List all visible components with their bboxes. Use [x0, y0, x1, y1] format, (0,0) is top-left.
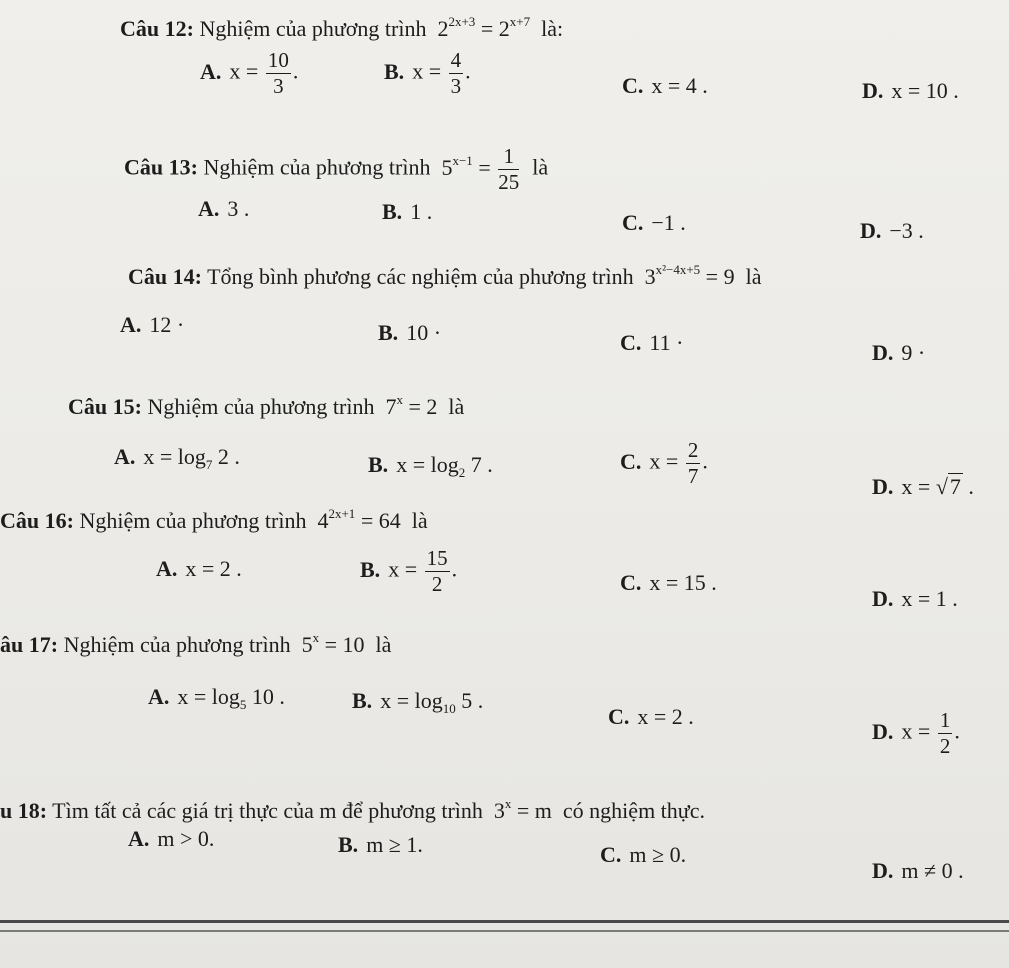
fraction: $\frac{2}{7}$: [687, 438, 699, 488]
option-c[interactable]: C. 11 ·: [620, 330, 684, 355]
question-label: Câu 16:: [0, 508, 74, 533]
question-label: Câu 12:: [120, 16, 194, 41]
question-13: [124, 146, 548, 193]
option-d[interactable]: D. −3 .: [860, 218, 924, 243]
question-16: [0, 506, 428, 534]
question-stem: Nghiệm của phương trình: [199, 16, 427, 41]
option-a[interactable]: A. 12 ·: [120, 312, 185, 337]
question-label: u 18:: [0, 798, 48, 823]
option-a[interactable]: A. m > 0.: [128, 826, 215, 851]
option-d[interactable]: D. x = √7 .: [872, 474, 974, 499]
option-a[interactable]: A. $x = \log_5 10$ .: [148, 684, 285, 712]
question-stem-end: là: [745, 264, 762, 289]
fraction: $\frac{1}{2}$: [939, 708, 951, 758]
question-stem: Nghiệm của phương trình: [79, 508, 307, 533]
question-stem-end: có nghiệm thực.: [562, 798, 705, 823]
option-d[interactable]: D. x = 1 .: [872, 586, 958, 611]
question-stem: Nghiệm của phương trình: [147, 394, 375, 419]
option-d[interactable]: D. 9 ·: [872, 340, 926, 365]
question-stem-end: là: [375, 632, 392, 657]
question-stem-end: là: [411, 508, 428, 533]
fraction: $\frac{10}{3}$: [267, 48, 289, 98]
equation: 5$^x$ = 10: [301, 630, 365, 657]
option-c[interactable]: C. m ≥ 0.: [600, 842, 687, 867]
option-d[interactable]: D. m ≠ 0 .: [872, 858, 964, 883]
question-stem-end: là: [448, 394, 465, 419]
option-b[interactable]: B. x = $\frac{4}{3}$ .: [384, 48, 471, 98]
question-stem: Tìm tất cả các giá trị thực của m để phương trình: [52, 798, 483, 823]
option-b[interactable]: B. 1 .: [382, 199, 433, 224]
equation: 7$^x$ = 2: [385, 392, 438, 419]
page-bottom-rule: [0, 920, 1009, 923]
option-c[interactable]: C. −1 .: [622, 210, 686, 235]
question-14: [128, 262, 761, 290]
option-b[interactable]: B. m ≥ 1.: [338, 832, 423, 857]
option-b[interactable]: B. $x = \log_{10} 5$ .: [352, 688, 484, 716]
option-b[interactable]: B. 10 ·: [378, 320, 442, 345]
option-d[interactable]: D. x = $\frac{1}{2}$ .: [872, 708, 960, 758]
option-a[interactable]: A. x = 2 .: [156, 556, 242, 581]
question-stem-end: là:: [541, 16, 564, 41]
page-bottom-rule-secondary: [0, 930, 1009, 932]
option-d[interactable]: D. x = 10 .: [862, 78, 959, 103]
question-label: Câu 14:: [128, 264, 202, 289]
option-a[interactable]: A. 3 .: [198, 196, 250, 221]
question-stem: Tổng bình phương các nghiệm của phương trình: [207, 264, 634, 289]
question-label: âu 17:: [0, 632, 59, 657]
question-17: [0, 630, 391, 658]
question-stem: Nghiệm của phương trình: [63, 632, 291, 657]
equation: $4^{2x+1} = 64$: [317, 506, 401, 533]
equation: $2^{2x+3} = 2^{x+7}$: [437, 14, 531, 41]
fraction: $\frac{4}{3}$: [450, 48, 462, 98]
question-stem: Nghiệm của phương trình: [203, 154, 431, 180]
option-a[interactable]: A. x = $\frac{10}{3}$ .: [200, 48, 299, 98]
question-15: [68, 392, 464, 420]
fraction: $\frac{15}{2}$: [426, 546, 448, 596]
equation: 3$^x$ = m: [493, 796, 552, 823]
question-label: Câu 15:: [68, 394, 142, 419]
option-c[interactable]: C. x = $\frac{2}{7}$ .: [620, 438, 708, 488]
equation: $3^{x^2-4x+5} = 9$: [644, 262, 735, 289]
question-label: Câu 13:: [124, 154, 198, 180]
question-18: [0, 796, 705, 824]
equation: $5^{x-1}$ = $\frac{1}{25}$: [441, 144, 520, 194]
option-a[interactable]: A. $x = \log_7 2$ .: [114, 444, 240, 472]
question-stem-end: là: [532, 154, 549, 180]
option-c[interactable]: C. x = 2 .: [608, 704, 694, 729]
option-b[interactable]: B. $x = \log_2 7$ .: [368, 452, 493, 480]
question-12: [120, 14, 563, 42]
option-c[interactable]: C. x = 15 .: [620, 570, 717, 595]
option-b[interactable]: B. x = $\frac{15}{2}$ .: [360, 546, 458, 596]
option-c[interactable]: C. x = 4 .: [622, 73, 708, 98]
